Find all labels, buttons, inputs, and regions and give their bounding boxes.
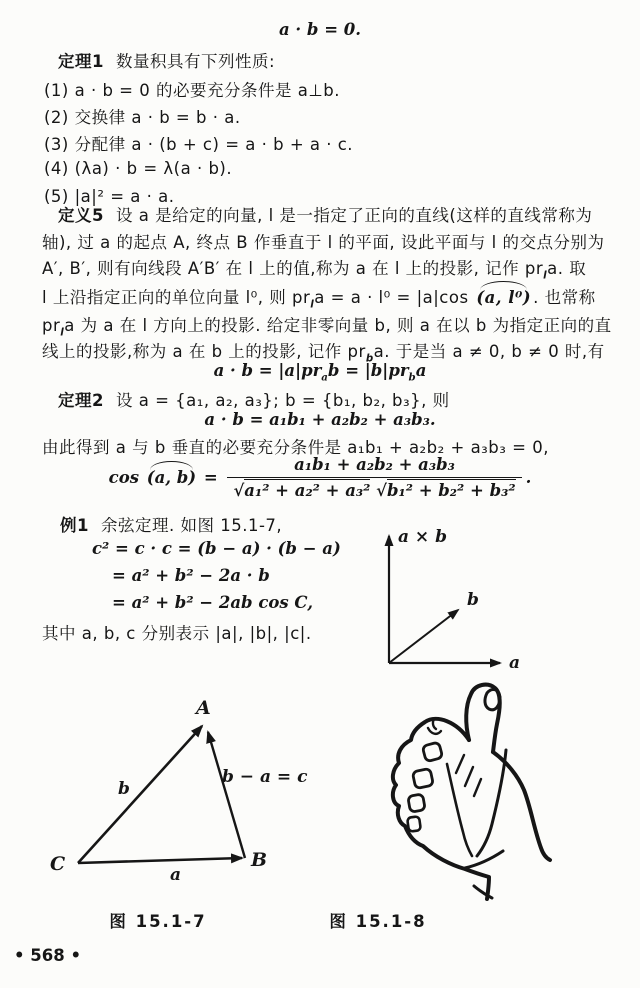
figure-caption-15-1-8: 图 15.1-8 bbox=[329, 912, 427, 931]
vertex-b-label: B bbox=[251, 849, 268, 871]
figure-caption-15-1-7: 图 15.1-7 bbox=[109, 912, 207, 931]
fingernail bbox=[408, 794, 426, 812]
vector-b-label: b bbox=[467, 590, 479, 610]
example1-heading bbox=[60, 512, 282, 536]
example1-equation-3: = a² + b² − 2ab cos C, bbox=[112, 593, 314, 612]
side-c-label: b − a = c bbox=[222, 767, 308, 787]
formula-cosine bbox=[0, 455, 640, 500]
subscript-b: b bbox=[408, 371, 416, 384]
theorem2-label: 定理2 bbox=[58, 391, 104, 410]
theorem1-item-4: (4) (λa) · b = λ(a · b). bbox=[44, 159, 233, 178]
example1-equation-1: c² = c · c = (b − a) · (b − a) bbox=[92, 539, 341, 558]
angle-hat-expression: (a, b) bbox=[146, 468, 197, 487]
fingernail bbox=[407, 816, 421, 832]
palm-creases bbox=[456, 755, 481, 796]
page-number: • 568 • bbox=[14, 946, 82, 965]
thumb-outline bbox=[466, 685, 500, 752]
vertex-c-label: C bbox=[50, 853, 66, 875]
fraction-denominator bbox=[227, 477, 521, 500]
vector-c-side-arrow bbox=[208, 732, 245, 858]
example1-note: 其中 a, b, c 分别表示 |a|, |b|, |c|. bbox=[42, 624, 312, 643]
example1-intro: 余弦定理. 如图 15.1-7, bbox=[100, 516, 283, 535]
side-b-label: b bbox=[118, 779, 130, 799]
text-run: . 也常称 bbox=[533, 288, 596, 307]
text-run: l 上沿指定正向的单位向量 l⁰, 则 pr bbox=[42, 288, 311, 307]
subscript-a: a bbox=[321, 371, 328, 384]
text-run: 线上的投影,称为 a 在 b 上的投影, 记作 pr bbox=[42, 342, 366, 361]
fingernail bbox=[412, 768, 433, 788]
text-run: pr bbox=[42, 316, 61, 335]
definition5-line-4 bbox=[42, 284, 596, 310]
example1-label: 例1 bbox=[60, 516, 89, 535]
subscript-b: b bbox=[365, 353, 374, 365]
thumb-palm-line bbox=[477, 750, 506, 856]
fraction bbox=[227, 455, 521, 500]
subscript-l: l bbox=[60, 327, 65, 339]
vector-b-side-arrow bbox=[78, 726, 202, 863]
equals-sign: = bbox=[198, 468, 224, 487]
radical-sign: √ bbox=[233, 481, 245, 500]
text-run: a = a · l⁰ = |a|cos bbox=[314, 288, 475, 307]
definition5-line-3 bbox=[42, 255, 586, 281]
definition5-line-2: 轴), 过 a 的起点 A, 终点 B 作垂直于 l 的平面, 设此平面与 l 的交点分别为 bbox=[42, 233, 605, 252]
text-run: a bbox=[415, 361, 427, 380]
theorem1-item-2: (2) 交换律 a · b = b · a. bbox=[44, 108, 241, 127]
perpendicular-condition: 由此得到 a 与 b 垂直的必要充分条件是 a₁b₁ + a₂b₂ + a₃b₃ = 0, bbox=[42, 438, 549, 457]
angle-hat-expression: (a, l⁰) bbox=[476, 288, 532, 307]
vertex-a-label: A bbox=[196, 697, 211, 719]
vector-b-arrow bbox=[389, 610, 458, 663]
subscript-l: l bbox=[310, 299, 315, 311]
triangle-diagram bbox=[40, 690, 308, 900]
side-a-label: a bbox=[170, 865, 182, 885]
text-run: b = |b|pr bbox=[327, 361, 409, 380]
theorem1-item-1: (1) a · b = 0 的必要充分条件是 a⊥b. bbox=[44, 81, 340, 100]
formula-dot-components: a · b = a₁b₁ + a₂b₂ + a₃b₃. bbox=[204, 410, 436, 429]
period: . bbox=[525, 468, 532, 487]
radicand-b: b₁² + b₂² + b₃² bbox=[386, 481, 516, 500]
fingernail bbox=[422, 742, 443, 762]
hand-outer-edge bbox=[493, 752, 550, 860]
theorem1-heading bbox=[58, 48, 275, 72]
vector-a-label: a bbox=[509, 653, 521, 673]
definition5-line-5 bbox=[42, 312, 612, 338]
theorem2-heading bbox=[58, 387, 450, 411]
vector-a-side-arrow bbox=[78, 858, 242, 863]
definition5-label: 定义5 bbox=[58, 206, 104, 225]
text-run: a. 取 bbox=[547, 259, 587, 278]
text-run: a · b = |a|pr bbox=[213, 361, 322, 380]
cos-prefix: cos bbox=[108, 468, 145, 487]
text-run: 设 a 是给定的向量, l 是一指定了正向的直线(这样的直线常称为 bbox=[115, 206, 593, 225]
text-run: A′, B′, 则有向线段 A′B′ 在 l 上的值,称为 a 在 l 上的投影, 记作 pr bbox=[42, 259, 544, 278]
radical-sign: √ bbox=[376, 481, 387, 500]
theorem1-item-3: (3) 分配律 a · (b + c) = a · b + a · c. bbox=[44, 135, 354, 154]
radicand-a: a₁² + a₂² + a₃² bbox=[244, 481, 371, 500]
text-run: a. 于是当 a ≠ 0, b ≠ 0 时,有 bbox=[373, 342, 605, 361]
text-run: a 为 a 在 l 方向上的投影. 给定非零向量 b, 则 a 在以 b 为指定正向的直 bbox=[64, 316, 612, 335]
theorem1-intro: 数量积具有下列性质: bbox=[115, 52, 276, 71]
theorem1-item-5: (5) |a|² = a · a. bbox=[44, 187, 175, 206]
cross-product-label: a × b bbox=[398, 527, 447, 547]
formula-projection bbox=[0, 361, 640, 383]
formula-ab-zero: a · b = 0. bbox=[278, 20, 361, 39]
definition5-line-1 bbox=[58, 202, 592, 226]
cross-product-axes-diagram bbox=[372, 520, 532, 672]
right-hand-rule-illustration bbox=[385, 676, 640, 908]
theorem1-label: 定理1 bbox=[58, 52, 104, 71]
fraction-numerator: a₁b₁ + a₂b₂ + a₃b₃ bbox=[294, 455, 455, 474]
theorem2-text: 设 a = {a₁, a₂, a₃}; b = {b₁, b₂, b₃}, 则 bbox=[115, 391, 450, 410]
example1-equation-2: = a² + b² − 2a · b bbox=[112, 566, 270, 585]
subscript-l: l bbox=[543, 270, 548, 282]
